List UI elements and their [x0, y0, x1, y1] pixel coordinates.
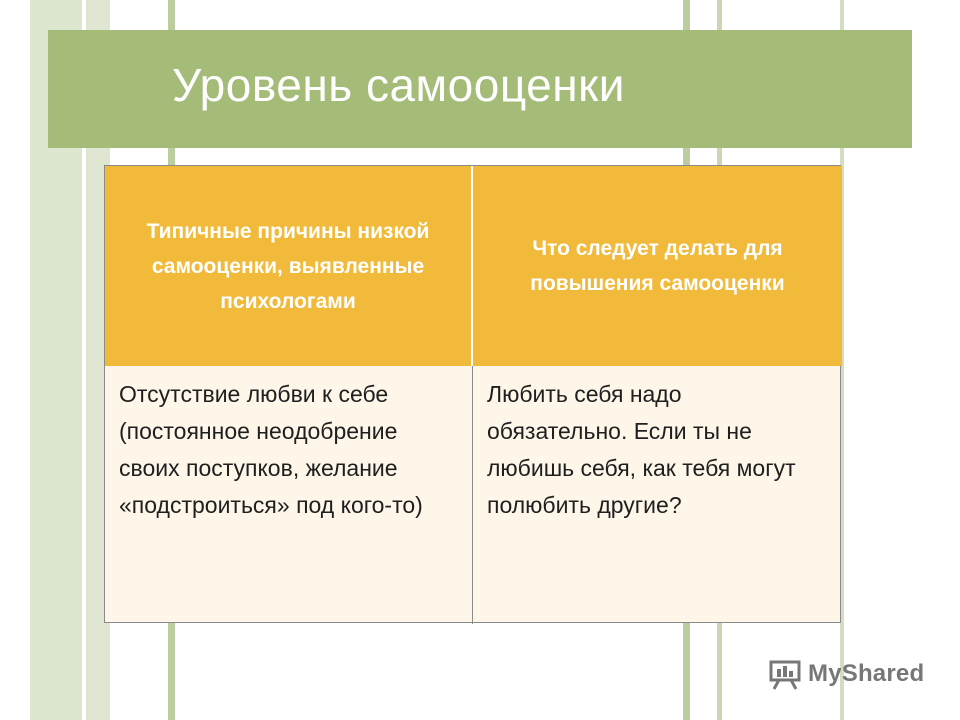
watermark-text: MyShared — [808, 660, 925, 687]
comparison-table — [104, 165, 841, 623]
table-cell-action: Любить себя надо обязательно. Если ты не любишь себя, как тебя могут полюбить другие? — [487, 381, 796, 518]
presentation-board-icon — [768, 657, 802, 691]
header-label: Типичные причины низкой самооценки, выявленные психологами — [146, 219, 430, 313]
slide-title: Уровень самооценки — [172, 59, 625, 111]
header-label: Что следует делать для повышения самооценки — [530, 237, 785, 295]
table-cell-cause: Отсутствие любви к себе (постоянное неодобрение своих поступков, желание «подстроиться» под кого-то) — [105, 366, 473, 624]
watermark — [768, 656, 924, 692]
title-bar — [48, 30, 912, 148]
table-header-causes — [105, 166, 473, 366]
table-header-actions — [473, 166, 842, 366]
